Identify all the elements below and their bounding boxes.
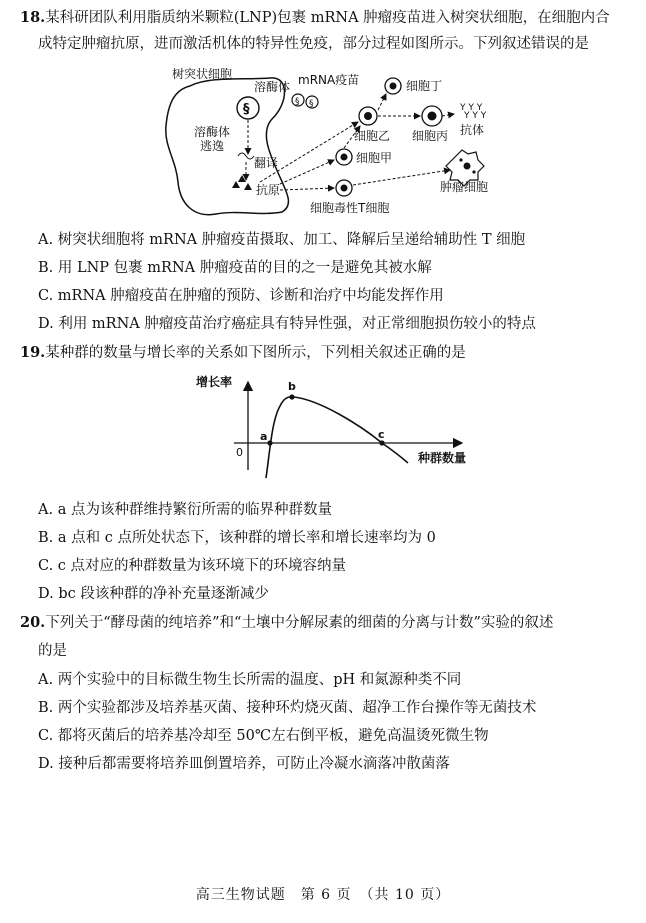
- q18-stem-line1: 18.某科研团队利用脂质纳米颗粒(LNP)包裹 mRNA 肿瘤疫苗进入树突状细胞，在细胞内合: [20, 9, 610, 26]
- lysosome-escape-label-2: 逃逸: [200, 139, 225, 153]
- q19-option-b: B. a 点和 c 点所处状态下，该种群的增长率和增长速率均为 0: [38, 530, 436, 546]
- cell-bing-label: 细胞丙: [412, 129, 449, 143]
- q20-option-d: D. 接种后都需要将培养皿倒置培养，可防止冷凝水滴落冲散菌落: [38, 756, 450, 772]
- q19-number: 19.: [20, 344, 46, 361]
- point-b-label: b: [288, 380, 296, 393]
- q19-option-d: D. bc 段该种群的净补充量逐渐减少: [38, 586, 269, 602]
- svg-text:§: §: [295, 97, 300, 107]
- q18-option-a: A. 树突状细胞将 mRNA 肿瘤疫苗摄取、加工、降解后呈递给辅助性 T 细胞: [38, 232, 526, 248]
- antigen-label: 抗原: [256, 183, 281, 197]
- point-c-label: c: [378, 428, 385, 441]
- q19-option-c: C. c 点对应的种群数量为该环境下的环境容纳量: [38, 558, 347, 574]
- q20-stem-line2: 的是: [38, 643, 67, 659]
- y-axis-label: 增长率: [196, 375, 233, 389]
- x-axis-label: 种群数量: [418, 451, 467, 465]
- svg-text:Y Y Y: Y Y Y: [460, 103, 483, 113]
- translation-label: 翻译: [254, 156, 279, 170]
- page-footer: 高三生物试题 第 6 页 （共 10 页）: [195, 887, 451, 903]
- dendritic-cell-label: 树突状细胞: [172, 67, 233, 81]
- q18-option-d: D. 利用 mRNA 肿瘤疫苗治疗癌症具有特异性强，对正常细胞损伤较小的特点: [38, 316, 536, 332]
- lysosome-escape-label-1: 溶酶体: [194, 125, 231, 139]
- svg-text:§: §: [309, 99, 314, 109]
- cytotoxic-t-label: 细胞毒性T细胞: [310, 201, 390, 215]
- growth-rate-chart: [190, 370, 490, 480]
- q18-stem-line2: 成特定肿瘤抗原，进而激活机体的特异性免疫，部分过程如图所示。下列叙述错误的是: [38, 36, 589, 52]
- mrna-vaccine-label: mRNA疫苗: [298, 73, 360, 87]
- q20-number: 20.: [20, 614, 46, 631]
- q19-stem: 19.某种群的数量与增长率的关系如下图所示，下列相关叙述正确的是: [20, 344, 466, 361]
- point-c: [379, 440, 384, 445]
- q20-option-b: B. 两个实验都涉及培养基灭菌、接种环灼烧灭菌、超净工作台操作等无菌技术: [38, 700, 537, 716]
- cell-jia-label: 细胞甲: [356, 151, 393, 165]
- growth-curve: [266, 397, 408, 478]
- origin-label: 0: [236, 446, 243, 459]
- point-a-label: a: [260, 430, 268, 443]
- q19-option-a: A. a 点为该种群维持繁衍所需的临界种群数量: [38, 502, 332, 518]
- antibody-label: 抗体: [460, 123, 485, 137]
- q18-option-b: B. 用 LNP 包裹 mRNA 肿瘤疫苗的目的之一是避免其被水解: [38, 260, 432, 276]
- q20-stem-line1: 20.下列关于“酵母菌的纯培养”和“土壤中分解尿素的细菌的分离与计数”实验的叙述: [20, 614, 554, 631]
- svg-text:Y Y Y: Y Y Y: [464, 111, 487, 121]
- point-b: [289, 394, 294, 399]
- point-a: [267, 440, 272, 445]
- q20-option-a: A. 两个实验中的目标微生物生长所需的温度、pH 和氮源种类不同: [38, 672, 462, 688]
- cell-yi-label: 细胞乙: [354, 129, 391, 143]
- q18-immune-diagram: [150, 64, 510, 224]
- q18-option-c: C. mRNA 肿瘤疫苗在肿瘤的预防、诊断和治疗中均能发挥作用: [38, 288, 444, 304]
- q20-option-c: C. 都将灭菌后的培养基冷却至 50℃左右倒平板，避免高温烫死微生物: [38, 728, 489, 744]
- q18-number: 18.: [20, 9, 46, 26]
- lysosome-label: 溶酶体: [254, 80, 291, 94]
- svg-text:§: §: [243, 102, 250, 117]
- tumor-cell-label: 肿瘤细胞: [440, 180, 489, 194]
- cell-ding-label: 细胞丁: [406, 79, 443, 93]
